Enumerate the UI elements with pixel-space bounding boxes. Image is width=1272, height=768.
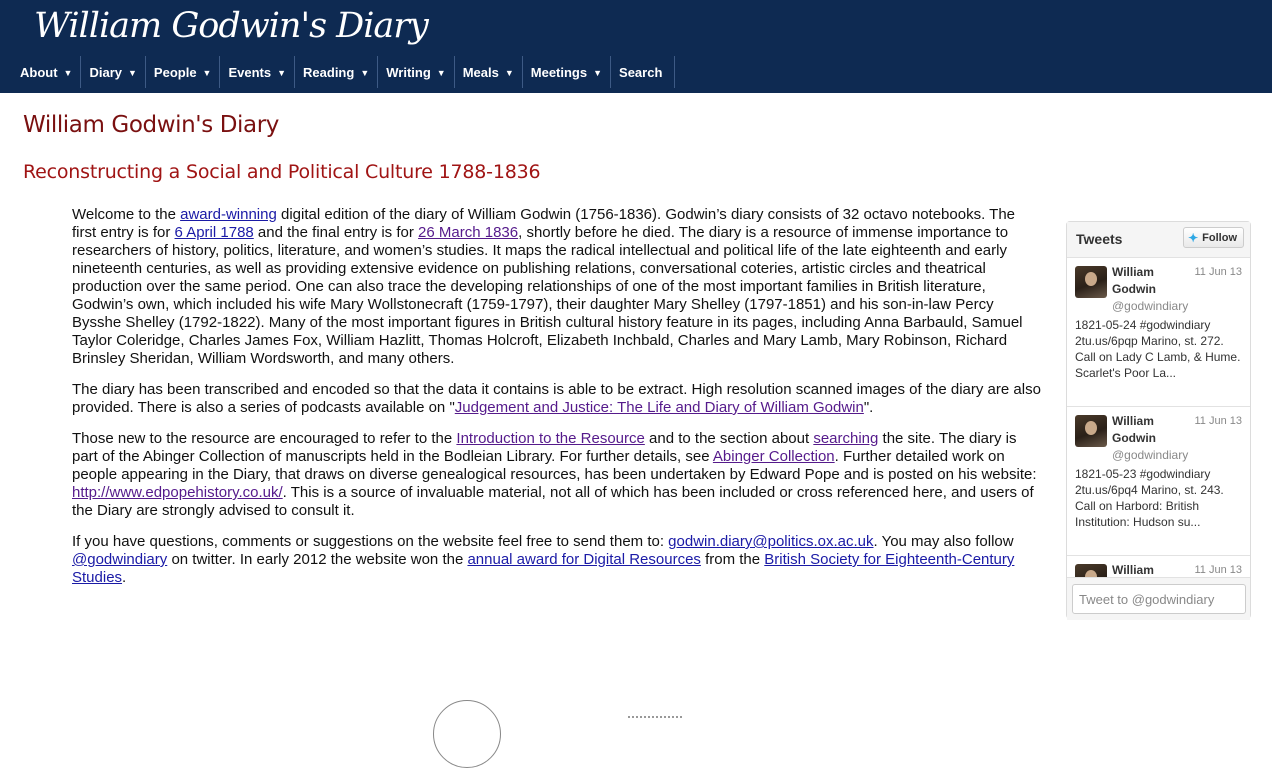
nav-diary-label: Diary: [89, 64, 122, 80]
text: digital edition of the diary of William Godwin (1756-1836). Godwin’s diary consists of 32 octavo notebooks. The first entry is for: [72, 206, 1015, 241]
nav-meetings-label: Meetings: [530, 64, 588, 80]
avatar[interactable]: [1075, 266, 1107, 298]
nav-search-label: Search: [619, 64, 663, 80]
text: and to the section about: [644, 430, 814, 447]
text: Those new to the resource are encouraged to refer to the: [72, 430, 457, 447]
chevron-down-icon: ▼: [202, 68, 212, 78]
tweet-author-handle[interactable]: @godwindiary: [1112, 299, 1189, 313]
tweets-title: Tweets: [1076, 231, 1123, 247]
award-winning-link[interactable]: award-winning: [180, 206, 277, 223]
page-title: William Godwin's Diary: [23, 112, 279, 138]
text: . Further detailed work on people appearing in the Diary, that draws on diverse genealogical resources, has been undertaken by Edward Pope and is posted on his website:: [72, 448, 1037, 483]
searching-link[interactable]: searching: [813, 430, 879, 447]
nav-reading[interactable]: [295, 56, 378, 88]
nav-meals-label: Meals: [462, 64, 499, 80]
text: . You may also follow: [873, 533, 1014, 550]
tweet-compose-input[interactable]: [1072, 584, 1246, 614]
text: from the: [700, 551, 765, 568]
chevron-down-icon: ▼: [593, 68, 603, 78]
intro-paragraph-1: [72, 206, 1042, 368]
tweet-author-handle[interactable]: @godwindiary: [1112, 448, 1189, 462]
annual-award-link[interactable]: annual award for Digital Resources: [467, 551, 701, 568]
twitter-widget-header: [1067, 222, 1250, 257]
nav-about[interactable]: [12, 56, 81, 88]
nav-diary[interactable]: [81, 56, 145, 88]
abinger-collection-link[interactable]: Abinger Collection: [712, 448, 835, 465]
text: . This is a source of invaluable material, not all of which has been included or cross referenced here, and users of the Diary are strongly advised to consult it.: [72, 484, 1034, 519]
final-entry-link[interactable]: 26 March 1836: [418, 224, 519, 241]
nav-writing[interactable]: [378, 56, 454, 88]
tweet-author-name[interactable]: William Godwin: [1112, 414, 1156, 445]
main-nav: [12, 56, 675, 88]
tweet-item[interactable]: [1067, 257, 1250, 406]
nav-writing-label: Writing: [386, 64, 431, 80]
society-link[interactable]: British Society for Eighteenth-Century Studies: [72, 551, 1015, 586]
tweet-date[interactable]: 11 Jun 13: [1194, 415, 1242, 427]
intro-paragraph-3: [72, 430, 1042, 520]
nav-meetings[interactable]: [523, 56, 611, 88]
tweet-author-name[interactable]: William: [1112, 563, 1154, 577]
edpope-website-link[interactable]: http://www.edpopehistory.co.uk/: [72, 484, 283, 501]
tweet-item[interactable]: [1067, 406, 1250, 555]
tweet-list[interactable]: [1067, 257, 1250, 577]
follow-label: Follow: [1202, 231, 1237, 244]
nav-reading-label: Reading: [303, 64, 355, 80]
nav-about-label: About: [20, 64, 58, 80]
site-logo[interactable]: William Godwin's Diary: [34, 6, 428, 46]
page-subtitle: Reconstructing a Social and Political Culture 1788-1836: [23, 161, 541, 183]
tweet-text: 1821-05-24 #godwindiary 2tu.us/6pqp Marino, st. 272. Call on Lady C Lamb, & Hume. Scarlet's Poor La...: [1075, 318, 1241, 380]
tweet-author-name[interactable]: William Godwin: [1112, 265, 1156, 296]
footer-logo: [433, 700, 501, 768]
intro-content: [72, 206, 1042, 600]
chevron-down-icon: ▼: [63, 68, 73, 78]
introduction-link[interactable]: Introduction to the Resource: [456, 430, 645, 447]
nav-events-label: Events: [228, 64, 272, 80]
nav-people[interactable]: [146, 56, 221, 88]
tweet-date[interactable]: 11 Jun 13: [1194, 266, 1242, 278]
tweet-text: 1821-05-23 #godwindiary 2tu.us/6pq4 Marino, st. 243. Call on Harbord: British Institution: Hudson su...: [1075, 467, 1224, 529]
nav-events[interactable]: [220, 56, 295, 88]
podcast-link[interactable]: Judgement and Justice: The Life and Diary of William Godwin: [454, 399, 864, 416]
tweet-compose-area: [1067, 577, 1250, 620]
nav-search[interactable]: [611, 56, 675, 88]
chevron-down-icon: ▼: [128, 68, 137, 78]
twitter-bird-icon: ✦: [1188, 230, 1199, 245]
nav-meals[interactable]: [455, 56, 523, 88]
intro-paragraph-2: [72, 381, 1042, 417]
chevron-down-icon: ▼: [277, 68, 287, 78]
follow-button[interactable]: [1183, 227, 1244, 248]
text: ".: [863, 399, 874, 416]
text: Welcome to the: [72, 206, 181, 223]
chevron-down-icon: ▼: [360, 68, 370, 78]
text: If you have questions, comments or suggestions on the website feel free to send them to:: [72, 533, 669, 550]
intro-paragraph-4: [72, 533, 1042, 587]
text: The diary has been transcribed and encoded so that the data it contains is able to be extract. High resolution scanned images of the diary are also provided. There is also a series of podcasts available on ": [72, 381, 1041, 416]
footer-divider: [628, 716, 682, 718]
email-link[interactable]: godwin.diary@politics.ox.ac.uk: [668, 533, 874, 550]
text: the site. The diary is part of the Abinger Collection of manuscripts held in the Bodleian Library. For further details, see: [72, 430, 1017, 465]
text: on twitter. In early 2012 the website won the: [167, 551, 468, 568]
site-header: [0, 0, 1272, 93]
twitter-widget: [1066, 221, 1251, 619]
avatar[interactable]: [1075, 415, 1107, 447]
twitter-link[interactable]: @godwindiary: [72, 551, 168, 568]
chevron-down-icon: ▼: [436, 68, 446, 78]
text: .: [122, 569, 127, 586]
tweet-date[interactable]: 11 Jun 13: [1194, 564, 1242, 576]
nav-people-label: People: [153, 64, 197, 80]
text: and the final entry is for: [253, 224, 419, 241]
first-entry-link[interactable]: 6 April 1788: [174, 224, 254, 241]
chevron-down-icon: ▼: [504, 68, 514, 78]
text: , shortly before he died. The diary is a resource of immense importance to researchers of history, politics, literature, and women’s studies. It maps the radical intellectual and political life of the late eighteenth and early nineteenth centuries, as well as providing extensive evidence on publishing relations, conversational coteries, artistic circles and theatrical production over the same period. One can also trace the developing relationships of one of the most important families in British literature, Godwin’s own, which included his wife Mary Wollstonecraft (1759-1797), their daughter Mary Shelley (1797-1851) and his son-in-law Percy Bysshe Shelley (1792-1822). Many of the most important figures in British cultural history feature in its pages, including Anna Barbauld, Samuel Taylor Coleridge, Charles James Fox, William Hazlitt, Thomas Holcroft, Elizabeth Inchbald, Charles and Mary Lamb, Mary Robinson, Richard Brinsley Sheridan, William Wordsworth, and many others.: [72, 224, 1023, 367]
